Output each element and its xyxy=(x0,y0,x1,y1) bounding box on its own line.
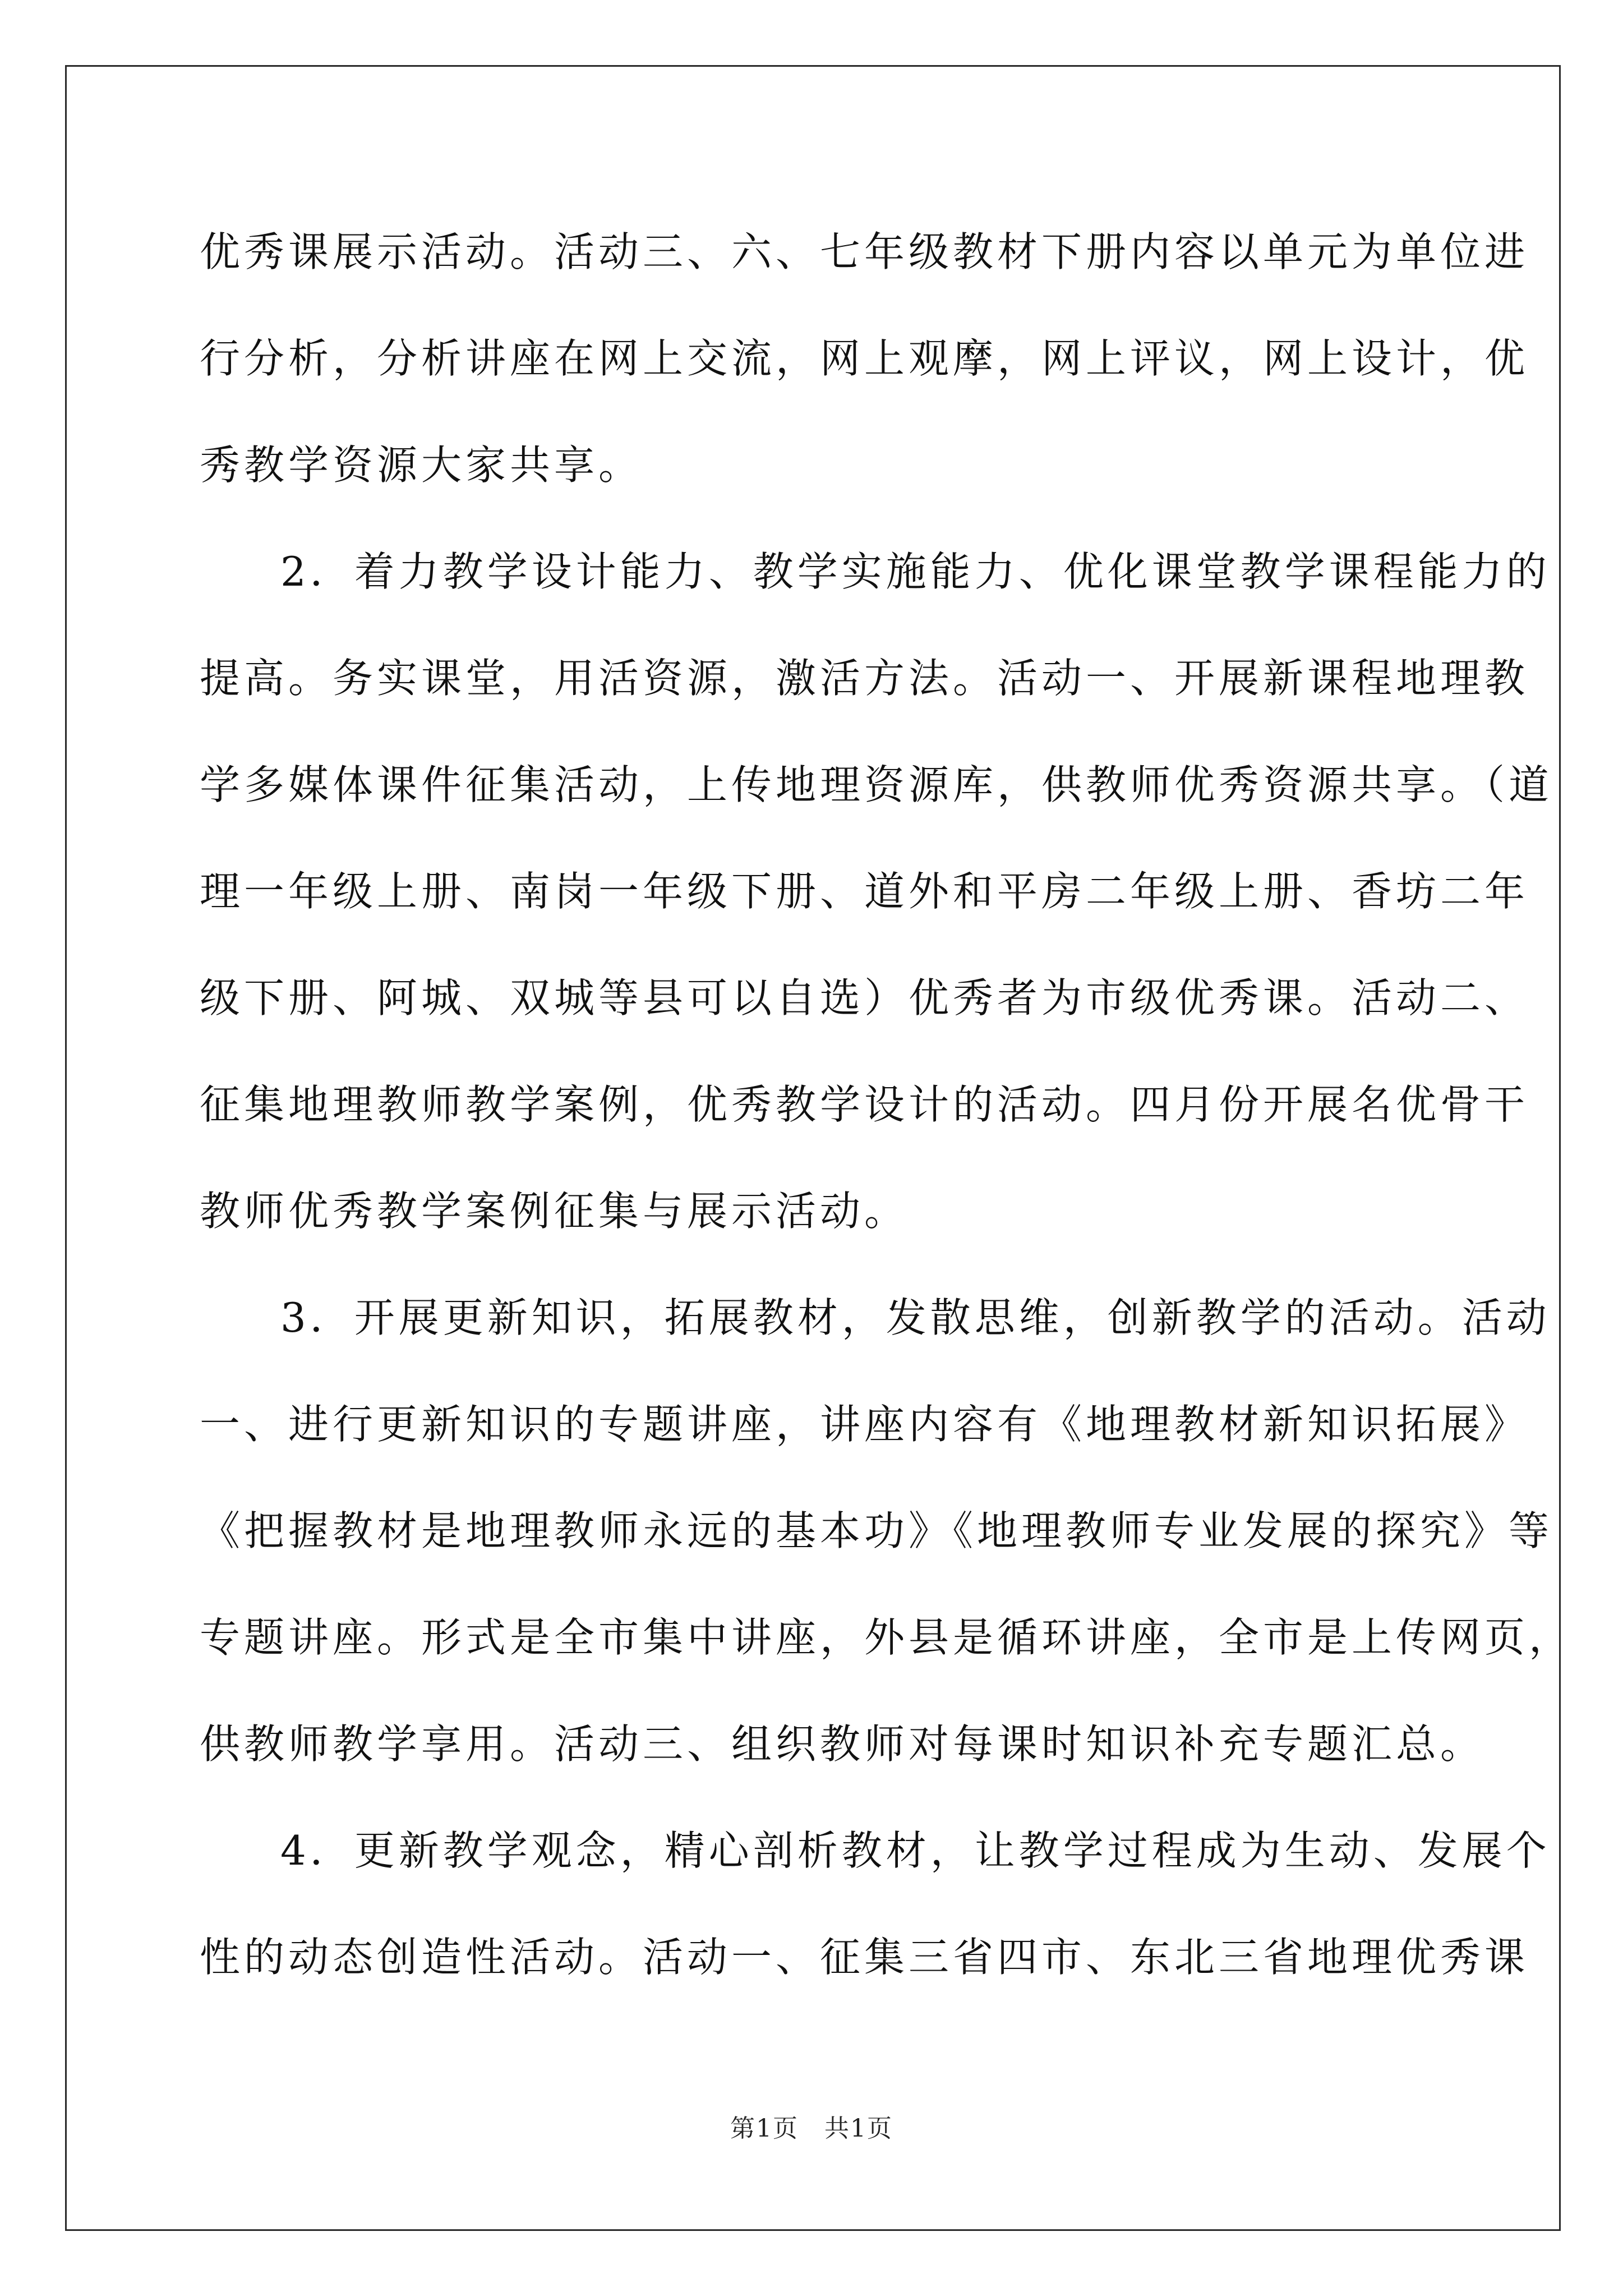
text-line: 性的动态创造性活动。活动一、征集三省四市、东北三省地理优秀课 xyxy=(200,1934,1529,1981)
text-line: 行分析，分析讲座在网上交流，网上观摩，网上评议，网上设计，优 xyxy=(200,335,1529,382)
text-line: 教师优秀教学案例征集与展示活动。 xyxy=(200,1188,909,1235)
paragraph-first-line: 4．更新教学观念，精心剖析教材，让教学过程成为生动、发展个 xyxy=(280,1827,1551,1874)
paragraph-first-line: 2．着力教学设计能力、教学实施能力、优化课堂教学课程能力的 xyxy=(280,548,1551,595)
paragraph-first-line: 3．开展更新知识，拓展教材，发散思维，创新教学的活动。活动 xyxy=(280,1294,1551,1341)
text-line: 秀教学资源大家共享。 xyxy=(200,441,643,489)
page-number: 第1页 共1页 xyxy=(730,2114,893,2143)
text-line: 提高。务实课堂，用活资源，激活方法。活动一、开展新课程地理教 xyxy=(200,655,1529,702)
text-line: 级下册、阿城、双城等县可以自选）优秀者为市级优秀课。活动二、 xyxy=(200,974,1529,1022)
text-line: 学多媒体课件征集活动，上传地理资源库，供教师优秀资源共享。（道 xyxy=(200,761,1553,808)
text-line: 专题讲座。形式是全市集中讲座，外县是循环讲座，全市是上传网页， xyxy=(200,1614,1574,1661)
text-line: 理一年级上册、南岗一年级下册、道外和平房二年级上册、香坊二年 xyxy=(200,868,1529,915)
text-line: 一、进行更新知识的专题讲座，讲座内容有《地理教材新知识拓展》 xyxy=(200,1401,1529,1448)
text-line: 优秀课展示活动。活动三、六、七年级教材下册内容以单元为单位进 xyxy=(200,228,1529,275)
document-body xyxy=(200,215,1574,2027)
text-line: 供教师教学享用。活动三、组织教师对每课时知识补充专题汇总。 xyxy=(200,1720,1485,1768)
text-line: 征集地理教师教学案例，优秀教学设计的活动。四月份开展名优骨干 xyxy=(200,1081,1529,1128)
text-line: 《把握教材是地理教师永远的基本功》《地理教师专业发展的探究》等 xyxy=(200,1507,1553,1554)
